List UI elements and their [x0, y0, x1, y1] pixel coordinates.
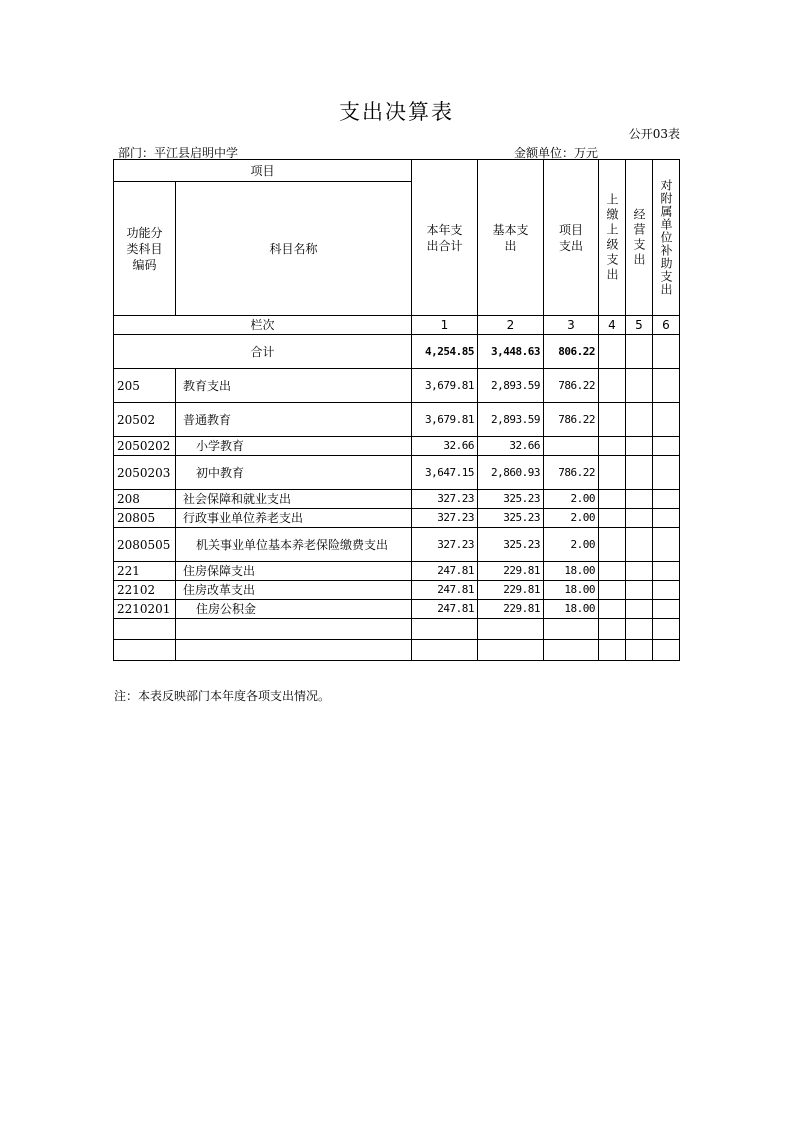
row-code: 2050203: [114, 456, 176, 490]
row-empty-cell: [626, 369, 653, 403]
header-business: 经营支出: [626, 160, 653, 316]
row-total: 3,647.15: [412, 456, 478, 490]
row-empty-cell: [626, 562, 653, 581]
row-empty-cell: [626, 581, 653, 600]
seq-4: 4: [599, 316, 626, 335]
row-project: 786.22: [544, 369, 599, 403]
row-code: 208: [114, 490, 176, 509]
row-empty-cell: [599, 528, 626, 562]
table-row: [114, 581, 680, 600]
row-empty-cell: [599, 437, 626, 456]
row-project: 2.00: [544, 490, 599, 509]
row-empty-cell: [653, 369, 680, 403]
table-row: [114, 490, 680, 509]
header-project-exp: 项目支出: [544, 160, 599, 316]
row-empty-cell: [599, 403, 626, 437]
total-label: 合计: [114, 335, 412, 369]
header-func-code: 功能分类科目编码: [114, 182, 176, 316]
row-empty-cell: [599, 600, 626, 619]
row-name: 住房改革支出: [176, 581, 412, 600]
table-row: [114, 456, 680, 490]
row-empty-cell: [626, 528, 653, 562]
row-empty-cell: [653, 600, 680, 619]
row-empty-cell: [653, 509, 680, 528]
header-remit: 上缴上级支出: [599, 160, 626, 316]
row-code: 2050202: [114, 437, 176, 456]
seq-6: 6: [653, 316, 680, 335]
seq-3: 3: [544, 316, 599, 335]
form-number: 公开03表: [628, 127, 680, 141]
row-total: 3,679.81: [412, 403, 478, 437]
row-project: 786.22: [544, 456, 599, 490]
row-name: 住房保障支出: [176, 562, 412, 581]
row-name: 住房公积金: [176, 600, 412, 619]
row-basic: 32.66: [478, 437, 544, 456]
row-basic: 229.81: [478, 600, 544, 619]
row-empty-cell: [626, 509, 653, 528]
row-total: 247.81: [412, 581, 478, 600]
row-basic: 2,893.59: [478, 403, 544, 437]
row-empty-cell: [599, 369, 626, 403]
row-empty-cell: [653, 490, 680, 509]
row-empty-cell: [599, 456, 626, 490]
table-row: [114, 600, 680, 619]
department-label: 部门：平江县启明中学: [118, 146, 239, 160]
row-total: 327.23: [412, 509, 478, 528]
row-basic: 325.23: [478, 490, 544, 509]
row-empty-cell: [626, 490, 653, 509]
row-name: 普通教育: [176, 403, 412, 437]
row-name: 小学教育: [176, 437, 412, 456]
table-row: [114, 369, 680, 403]
row-total: 3,679.81: [412, 369, 478, 403]
table-row: [114, 437, 680, 456]
row-empty-cell: [653, 403, 680, 437]
row-name: 社会保障和就业支出: [176, 490, 412, 509]
row-basic: 325.23: [478, 528, 544, 562]
row-empty-cell: [599, 581, 626, 600]
row-empty-cell: [599, 490, 626, 509]
row-empty-cell: [653, 581, 680, 600]
table-note: 注：本表反映部门本年度各项支出情况。: [114, 689, 331, 703]
total-amount: 4,254.85: [412, 335, 478, 369]
total-project: 806.22: [544, 335, 599, 369]
expenditure-table: [113, 159, 680, 661]
seq-label: 栏次: [114, 316, 412, 335]
row-name: 初中教育: [176, 456, 412, 490]
seq-5: 5: [626, 316, 653, 335]
row-code: 2210201: [114, 600, 176, 619]
row-total: 247.81: [412, 600, 478, 619]
row-empty-cell: [599, 509, 626, 528]
row-code: 22102: [114, 581, 176, 600]
header-project: 项目: [114, 160, 412, 182]
row-empty-cell: [653, 456, 680, 490]
row-basic: 229.81: [478, 581, 544, 600]
row-empty-cell: [626, 403, 653, 437]
row-code: 20805: [114, 509, 176, 528]
row-basic: 2,860.93: [478, 456, 544, 490]
table-row: [114, 562, 680, 581]
row-code: 205: [114, 369, 176, 403]
unit-label: 金额单位：万元: [514, 146, 599, 160]
row-project: 786.22: [544, 403, 599, 437]
row-name: 行政事业单位养老支出: [176, 509, 412, 528]
seq-2: 2: [478, 316, 544, 335]
row-basic: 325.23: [478, 509, 544, 528]
row-basic: 229.81: [478, 562, 544, 581]
row-empty-cell: [599, 562, 626, 581]
total-row: [114, 335, 680, 369]
header-subsidy: 对附属单位补助支出: [653, 160, 680, 316]
row-project: 18.00: [544, 562, 599, 581]
row-project: 2.00: [544, 509, 599, 528]
row-empty-cell: [626, 456, 653, 490]
row-name: 教育支出: [176, 369, 412, 403]
row-empty-cell: [626, 437, 653, 456]
row-code: 221: [114, 562, 176, 581]
row-project: [544, 437, 599, 456]
page-title: 支出决算表: [339, 100, 454, 124]
header-basic: 基本支出: [478, 160, 544, 316]
table-row: [114, 528, 680, 562]
row-total: 247.81: [412, 562, 478, 581]
row-empty-cell: [653, 562, 680, 581]
row-project: 18.00: [544, 600, 599, 619]
row-empty-cell: [653, 437, 680, 456]
row-basic: 2,893.59: [478, 369, 544, 403]
row-project: 2.00: [544, 528, 599, 562]
row-project: 18.00: [544, 581, 599, 600]
seq-1: 1: [412, 316, 478, 335]
row-empty-cell: [653, 528, 680, 562]
header-total: 本年支出合计: [412, 160, 478, 316]
row-code: 2080505: [114, 528, 176, 562]
row-code: 20502: [114, 403, 176, 437]
header-subject-name: 科目名称: [176, 182, 412, 316]
row-empty-cell: [626, 600, 653, 619]
table-row: [114, 509, 680, 528]
row-name: 机关事业单位基本养老保险缴费支出: [176, 528, 412, 562]
row-total: 327.23: [412, 490, 478, 509]
table-row: [114, 403, 680, 437]
row-total: 327.23: [412, 528, 478, 562]
total-basic: 3,448.63: [478, 335, 544, 369]
row-total: 32.66: [412, 437, 478, 456]
